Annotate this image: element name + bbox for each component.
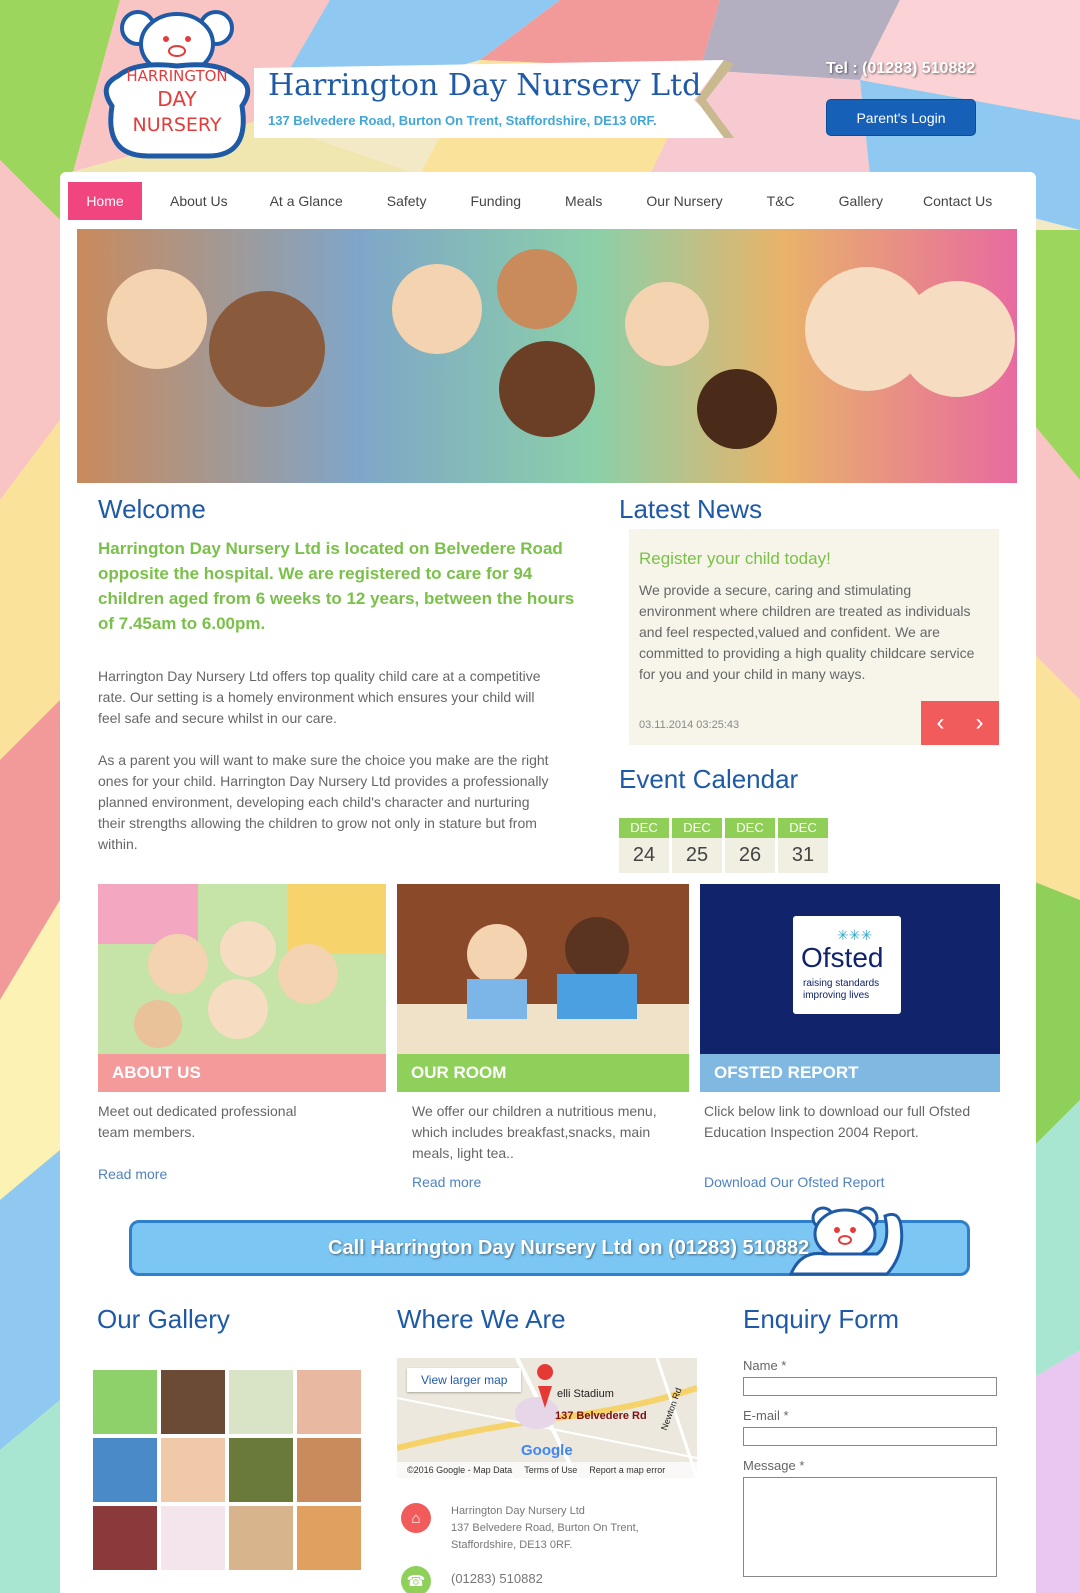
contact-address-text (451, 1503, 639, 1554)
calendar-event[interactable] (619, 818, 669, 873)
gallery-heading: Our Gallery (97, 1304, 230, 1334)
news-body: We provide a secure, caring and stimulating environment where children are treated as individuals and feel respected,valued and confident. We are committed to providing a high quality childcare service for you and your child in many ways. (639, 582, 975, 682)
calendar-event[interactable] (778, 818, 828, 873)
welcome-paragraph-1: Harrington Day Nursery Ltd offers top quality child care at a competitive rate. Our setting is a homely environment which ensures your child will feel safe and secure whilst in our care. (98, 668, 541, 726)
view-larger-map-button[interactable]: View larger map (407, 1368, 521, 1392)
ofsted-text: Click below link to download our full Ofsted Education Inspection 2004 Report. (704, 1103, 971, 1140)
calendar-day: 25 (672, 838, 722, 873)
calendar-event[interactable] (672, 818, 722, 873)
gallery-thumbnail[interactable] (161, 1506, 225, 1570)
nav-contact-us[interactable]: Contact Us (923, 193, 993, 209)
svg-text:DAY: DAY (157, 87, 197, 111)
name-field[interactable] (743, 1377, 997, 1396)
site-title[interactable]: Harrington Day Nursery Ltd (268, 68, 702, 103)
ofsted-report-bar: OFSTED REPORT (700, 1054, 1000, 1092)
gallery-grid (93, 1370, 363, 1574)
site-address: 137 Belvedere Road, Burton On Trent, Staffordshire, DE13 0RF. (268, 113, 657, 128)
nav-funding[interactable]: Funding (470, 193, 522, 209)
about-us-read-more-link[interactable]: Read more (98, 1166, 168, 1182)
news-card (629, 529, 999, 745)
welcome-heading: Welcome (98, 494, 206, 524)
news-pager (921, 701, 999, 745)
our-room-text: We offer our children a nutritious menu, which includes breakfast,snacks, main meals, light tea.. (412, 1103, 657, 1161)
calendar-month: DEC (672, 818, 722, 838)
message-label: Message * (743, 1458, 805, 1473)
gallery-thumbnail[interactable] (229, 1438, 293, 1502)
svg-text:NURSERY: NURSERY (132, 114, 222, 136)
about-us-text: Meet out dedicated professional team members. (98, 1103, 297, 1140)
nav-meals[interactable]: Meals (565, 193, 603, 209)
calendar-month: DEC (619, 818, 669, 838)
map-address-label: 137 Belvedere Rd (555, 1410, 647, 1422)
ofsted-tagline-1: raising standards (803, 978, 880, 989)
contact-address-line-1: 137 Belvedere Road, Burton On Trent, (451, 1522, 639, 1534)
nav-terms[interactable]: T&C (766, 193, 795, 209)
call-banner-text: Call Harrington Day Nursery Ltd on (01283) 510882 (328, 1236, 810, 1259)
ofsted-panel (700, 884, 1000, 1054)
contact-phone-text[interactable]: (01283) 510882 (451, 1571, 543, 1586)
gallery-thumbnail[interactable] (229, 1370, 293, 1434)
map-place-label: elli Stadium (557, 1388, 614, 1400)
calendar-day: 31 (778, 838, 828, 873)
main-nav (68, 182, 1028, 220)
email-label: E-mail * (743, 1408, 789, 1423)
map-road-label: Newton Rd (658, 1386, 684, 1432)
latest-news-heading: Latest News (619, 494, 763, 524)
calendar-day: 24 (619, 838, 669, 873)
email-field[interactable] (743, 1427, 997, 1446)
contact-address-line-2: Staffordshire, DE13 0RF. (451, 1539, 573, 1551)
our-room-photo (397, 884, 689, 1054)
calendar-month: DEC (778, 818, 828, 838)
nav-our-nursery[interactable]: Our Nursery (646, 193, 723, 209)
our-room-read-more-link[interactable]: Read more (412, 1174, 482, 1190)
event-calendar-heading: Event Calendar (619, 764, 799, 794)
welcome-paragraph-2: As a parent you will want to make sure the choice you make are the right ones for your child. Harrington Day Nursery Ltd provides a professionally planned environment, developing each child's character and nurturing their strengths allowing the children to grow not only in stature but from within. (98, 752, 549, 852)
ofsted-tagline-2: improving lives (803, 990, 870, 1001)
event-calendar (619, 818, 828, 873)
news-title[interactable]: Register your child today! (639, 549, 831, 568)
home-icon: ⌂ (401, 1503, 431, 1533)
ofsted-report-card[interactable] (700, 884, 1000, 1092)
hero-photo-banner (77, 229, 1017, 483)
site-header (0, 0, 1080, 175)
enquiry-form-heading: Enquiry Form (743, 1304, 900, 1334)
welcome-lead: Harrington Day Nursery Ltd is located on Belvedere Road opposite the hospital. We are registered to care for 94 children aged from 6 weeks to 12 years, between the hours of 7.45am to 6.00pm. (98, 539, 575, 633)
map-report-error-link[interactable]: Report a map error (589, 1465, 666, 1475)
gallery-thumbnail[interactable] (93, 1370, 157, 1434)
about-us-card[interactable] (98, 884, 386, 1092)
nav-about-us[interactable]: About Us (170, 193, 228, 209)
gallery-thumbnail[interactable] (297, 1370, 361, 1434)
contact-address (401, 1503, 639, 1554)
map-terms-link[interactable]: Terms of Use (524, 1465, 578, 1475)
gallery-thumbnail[interactable] (161, 1438, 225, 1502)
gallery-thumbnail[interactable] (229, 1506, 293, 1570)
gallery-thumbnail[interactable] (93, 1438, 157, 1502)
calendar-month: DEC (725, 818, 775, 838)
location-map[interactable] (397, 1358, 697, 1478)
nav-gallery[interactable]: Gallery (838, 193, 883, 209)
message-textarea[interactable] (743, 1477, 997, 1577)
nursery-logo[interactable] (98, 6, 256, 166)
contact-phone (401, 1566, 543, 1593)
nav-safety[interactable]: Safety (386, 193, 427, 209)
gallery-thumbnail[interactable] (297, 1438, 361, 1502)
about-us-photo (98, 884, 386, 1054)
download-ofsted-report-link[interactable]: Download Our Ofsted Report (704, 1174, 885, 1190)
our-room-card[interactable] (397, 884, 689, 1092)
phone-icon: ☎ (401, 1566, 431, 1593)
gallery-thumbnail[interactable] (93, 1506, 157, 1570)
news-date: 03.11.2014 03:25:43 (639, 719, 740, 731)
name-label: Name * (743, 1358, 787, 1373)
nav-home[interactable]: Home (68, 182, 142, 220)
about-us-bar: ABOUT US (98, 1054, 386, 1092)
waving-bear-icon (781, 1204, 907, 1278)
map-footer (397, 1462, 697, 1478)
parents-login-button[interactable]: Parent's Login (826, 99, 976, 136)
ofsted-logo (793, 916, 901, 1014)
nav-at-a-glance[interactable]: At a Glance (269, 193, 343, 209)
where-we-are-heading: Where We Are (397, 1304, 566, 1334)
map-copyright: ©2016 Google - Map Data (407, 1465, 513, 1475)
svg-text:✳✳✳: ✳✳✳ (837, 928, 873, 944)
chevron-right-icon[interactable]: › (975, 709, 984, 736)
calendar-event[interactable] (725, 818, 775, 873)
calendar-day: 26 (725, 838, 775, 873)
header-phone: Tel : (01283) 510882 (826, 60, 976, 77)
svg-text:HARRINGTON: HARRINGTON (126, 67, 228, 85)
gallery-thumbnail[interactable] (297, 1506, 361, 1570)
our-room-bar: OUR ROOM (397, 1054, 689, 1092)
chevron-left-icon[interactable]: ‹ (936, 709, 945, 736)
gallery-thumbnail[interactable] (161, 1370, 225, 1434)
google-logo: Google (521, 1442, 573, 1459)
contact-name: Harrington Day Nursery Ltd (451, 1505, 585, 1517)
ofsted-wordmark: Ofsted (801, 942, 884, 973)
